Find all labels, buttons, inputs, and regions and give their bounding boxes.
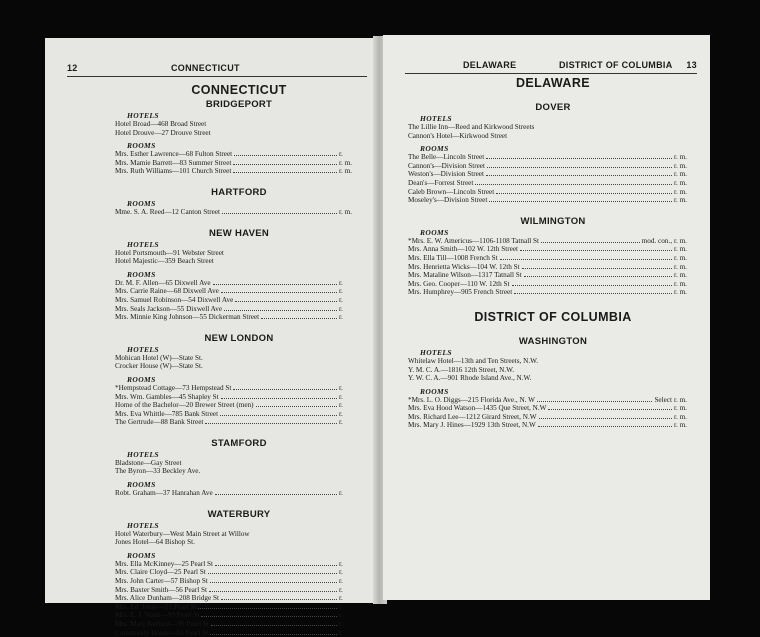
room-entry [115, 401, 363, 410]
room-name: Mrs. Wm. Gambles—45 Shapley St [115, 392, 219, 401]
room-code: r. [339, 611, 343, 620]
room-entry [408, 237, 698, 246]
room-code: r. m. [674, 236, 687, 245]
room-entry [408, 271, 698, 280]
hotel-entry: Mohican Hotel (W)—State St. [115, 353, 203, 362]
room-entry [115, 313, 363, 322]
room-code: r. [339, 568, 343, 577]
room-code: r. [339, 418, 343, 427]
room-name: Weston's—Division Street [408, 170, 484, 179]
rooms-subheading: ROOMS [127, 374, 156, 384]
room-code: r. m. [674, 421, 687, 430]
city-heading: BRIDGEPORT [205, 99, 273, 110]
page-number: 12 [67, 63, 78, 73]
room-name: *Mrs. L. O. Diggs—215 Florida Ave., N. W [408, 395, 535, 404]
dot-leader [208, 572, 337, 574]
room-name: Mrs. Ed. Jones—51 Pearl St [115, 602, 197, 611]
city-heading: WATERBURY [207, 508, 271, 520]
room-code: r. m. [674, 170, 687, 179]
room-name: Home of the Bachelor—20 Brewer Street (men) [115, 401, 254, 410]
room-code: r. [339, 304, 343, 313]
room-entry [115, 629, 363, 637]
room-name: Dean's—Forrest Street [408, 178, 474, 187]
room-code: r. m. [674, 404, 687, 413]
room-entry [408, 179, 698, 188]
hotel-entry: Cannon's Hotel—Kirkwood Street [408, 131, 508, 140]
dot-leader [524, 275, 672, 277]
hotel-entry: Crocker House (W)—State St. [115, 362, 203, 371]
room-code: r. m. [674, 245, 687, 254]
room-entry [115, 611, 363, 620]
state-title: DELAWARE [515, 76, 591, 90]
right-page [383, 35, 710, 600]
room-code: r. [339, 602, 343, 611]
room-name: Robt. Graham—37 Hanrahan Ave [115, 489, 213, 498]
room-code: r. [339, 278, 343, 287]
room-code: r. m. [339, 207, 352, 216]
room-entry [408, 404, 698, 413]
room-code: r. [339, 287, 343, 296]
room-entry [115, 384, 363, 393]
room-name: Mrs. Richard Lee—1212 Girard Street, N.W [408, 412, 537, 421]
room-entry [408, 280, 698, 289]
hotel-entry: Hotel Drouve—27 Drouve Street [115, 128, 211, 137]
room-code: r. [339, 409, 343, 418]
hotel-entry: Hotel Portsmouth—91 Webster Street [115, 248, 224, 257]
room-code: r. [339, 392, 343, 401]
room-entry [115, 594, 363, 603]
left-running-head [67, 60, 367, 77]
dot-leader [520, 249, 672, 251]
room-code: r. m. [674, 253, 687, 262]
room-entry [408, 413, 698, 422]
room-entry [408, 153, 698, 162]
rooms-subheading: ROOMS [127, 141, 156, 151]
room-name: Mrs. Eva Whittle—785 Bank Street [115, 409, 219, 418]
hotel-entry: Jones Hotel—64 Bishop St. [115, 538, 195, 547]
room-entry [408, 396, 698, 405]
dot-leader [222, 212, 337, 214]
room-entry [408, 170, 698, 179]
rooms-subheading: ROOMS [127, 198, 156, 208]
room-code: r. m. [339, 158, 352, 167]
room-name: Caleb Brown—Lincoln Street [408, 187, 495, 196]
room-entry [115, 305, 363, 314]
room-name: Mrs. Alice Dunham—208 Bridge St [115, 594, 220, 603]
dot-leader [261, 317, 337, 319]
room-entry [408, 245, 698, 254]
left-content [45, 82, 379, 637]
city-heading: STAMFORD [211, 437, 267, 449]
hotels-subheading: HOTELS [420, 347, 452, 357]
room-code: r. m. [674, 395, 687, 404]
room-entry [115, 620, 363, 629]
room-entry [408, 196, 698, 205]
dot-leader [198, 607, 337, 609]
dot-leader [209, 590, 337, 592]
room-entry [115, 393, 363, 402]
room-code: r. m. [674, 161, 687, 170]
dot-leader [220, 414, 337, 416]
room-entry [115, 418, 363, 427]
room-note: Select [654, 395, 672, 404]
room-entry [115, 296, 363, 305]
room-name: Mrs. Samuel Robinson—54 Dixwell Ave [115, 295, 234, 304]
room-entry [115, 603, 363, 612]
room-code: r. m. [674, 288, 687, 297]
running-head-title: CONNECTICUT [171, 63, 240, 73]
room-code: r. [339, 401, 343, 410]
room-code: r. [339, 150, 343, 159]
room-name: Mrs. Mataline Wilson—1317 Tatnall St [408, 271, 522, 280]
room-entry [408, 254, 698, 263]
dot-leader [538, 425, 672, 427]
room-name: Mrs. Ella McKinney—25 Pearl St [115, 559, 214, 568]
dot-leader [210, 581, 337, 583]
room-name: Dr. M. F. Allen—65 Dixwell Ave [115, 278, 211, 287]
room-code: r. m. [674, 262, 687, 271]
hotels-subheading: HOTELS [127, 111, 159, 120]
hotel-entry: Hotel Broad—468 Broad Street [115, 120, 207, 128]
room-name: Mrs. Mary Kefford—99 Pearl St [115, 620, 209, 628]
room-entry [115, 568, 363, 577]
room-code: r. m. [674, 279, 687, 288]
room-code: r. m. [674, 196, 687, 205]
rooms-subheading: ROOMS [127, 480, 156, 490]
room-name: Mrs. Geo. Cooper—110 W. 12th St [408, 279, 510, 288]
city-heading: WILMINGTON [520, 215, 586, 227]
hotel-entry: The Lillie Inn—Reed and Kirkwood Streets [408, 123, 535, 131]
dot-leader [486, 157, 672, 159]
dot-leader [541, 241, 640, 243]
room-name: *Hempstead Cottage—73 Hempstead St [115, 383, 232, 392]
dot-leader [500, 258, 672, 260]
room-entry [115, 167, 363, 176]
room-name: Mrs. Ella Till—1008 French St [408, 253, 498, 262]
room-entry [115, 287, 363, 296]
right-content [383, 75, 710, 430]
city-heading: HARTFORD [211, 186, 267, 198]
dot-leader [486, 174, 672, 176]
room-name: Mrs. Minnie King Johnson—55 Dickerman Street [115, 313, 260, 322]
rooms-subheading: ROOMS [420, 386, 449, 396]
room-entry [408, 188, 698, 197]
dot-leader [221, 291, 337, 293]
room-entry [115, 489, 363, 498]
room-name: Mrs. Baxter Smith—56 Pearl St [115, 585, 208, 594]
dot-leader [537, 400, 653, 402]
city-heading: DOVER [535, 102, 571, 113]
room-code: r. [339, 313, 343, 322]
rooms-subheading: ROOMS [127, 550, 156, 560]
room-name: Cannon's—Division Street [408, 161, 485, 170]
room-code: r. [339, 295, 343, 304]
state-title: DISTRICT OF COLUMBIA [474, 309, 632, 324]
dot-leader [221, 598, 337, 600]
room-code: r. m. [339, 167, 352, 176]
hotel-entry: Hotel Waterbury—West Main Street at Willow [115, 529, 250, 538]
room-name: Mrs. Mary J. Hines—1929 13th Street, N.W [408, 421, 536, 430]
room-entry [115, 410, 363, 419]
room-code: r. m. [674, 412, 687, 421]
dot-leader [487, 166, 672, 168]
room-name: The Gertrude—88 Bank Street [115, 418, 204, 427]
room-code: r. [339, 594, 343, 603]
dot-leader [215, 493, 337, 495]
room-name: Moseley's—Division Street [408, 196, 488, 205]
room-code: r. [339, 628, 343, 637]
room-entry [115, 586, 363, 595]
room-name: Community House—81 Pearl St [115, 628, 209, 637]
room-entry [115, 150, 363, 159]
room-name: Mrs. Eva Hood Watson—1435 Que Street, N.W [408, 404, 547, 413]
room-code: r. m. [674, 187, 687, 196]
dot-leader [235, 300, 337, 302]
hotel-entry: Whitelaw Hotel—13th and Ten Streets, N.W. [408, 356, 539, 365]
dot-leader [514, 292, 672, 294]
room-name: Mrs. Anna Smith—102 W. 12th Street [408, 245, 519, 254]
dot-leader [233, 388, 337, 390]
room-name: Mrs. Henrietta Wicks—104 W. 12th St [408, 262, 520, 271]
hotel-entry: Hotel Majestic—359 Beach Street [115, 257, 214, 266]
dot-leader [475, 183, 672, 185]
rooms-subheading: ROOMS [420, 227, 449, 237]
room-code: r. [339, 559, 343, 568]
dot-leader [221, 397, 337, 399]
room-name: Mrs. Claire Cloyd—25 Pearl St [115, 568, 206, 577]
room-code: r. [339, 620, 343, 628]
dot-leader [201, 615, 337, 617]
room-name: Mrs. E. J. Watts—99 Pearl St [115, 611, 200, 620]
running-head-right: DISTRICT OF COLUMBIA [559, 60, 673, 70]
dot-leader [213, 283, 337, 285]
city-heading: NEW LONDON [204, 332, 274, 344]
room-entry [408, 288, 698, 297]
dot-leader [489, 200, 672, 202]
room-code: r. m. [674, 178, 687, 187]
hotel-entry: The Byron—33 Beckley Ave. [115, 467, 201, 476]
page-number: 13 [686, 60, 697, 70]
room-entry [115, 159, 363, 168]
room-code: r. m. [674, 271, 687, 280]
dot-leader [233, 163, 337, 165]
room-name: Mrs. Seals Jackson—55 Dixwell Ave [115, 304, 223, 313]
room-entry [408, 421, 698, 430]
room-name: *Mrs. E. W. Americus—1106-1108 Tatnall St [408, 236, 539, 245]
room-code: r. [339, 383, 343, 392]
dot-leader [205, 422, 337, 424]
room-entry [115, 560, 363, 569]
dot-leader [522, 267, 672, 269]
hotels-subheading: HOTELS [127, 239, 159, 249]
hotels-subheading: HOTELS [127, 344, 159, 354]
dot-leader [256, 405, 337, 407]
room-code: r. m. [674, 153, 687, 162]
rooms-subheading: ROOMS [127, 269, 156, 279]
room-note: mod. con., [641, 236, 672, 245]
dot-leader [233, 171, 337, 173]
left-page [45, 38, 379, 637]
room-name: Mrs. Ruth Williams—101 Church Street [115, 167, 232, 176]
city-heading: NEW HAVEN [208, 227, 270, 239]
room-code: r. [339, 489, 343, 498]
room-name: Mrs. Esther Lawrence—68 Fulton Street [115, 150, 233, 159]
room-name: Mme. S. A. Reed—12 Canton Street [115, 207, 221, 216]
room-name: Mrs. Mamie Barrett—83 Summer Street [115, 158, 232, 167]
room-entry [408, 263, 698, 272]
room-name: Mrs. John Carter—57 Bishop St [115, 577, 208, 586]
dot-leader [512, 284, 672, 286]
state-title: CONNECTICUT [191, 83, 287, 97]
hotel-entry: Bladstone—Gay Street [115, 458, 182, 467]
right-running-head [405, 57, 697, 74]
room-name: The Belle—Lincoln Street [408, 153, 485, 162]
dot-leader [496, 192, 672, 194]
dot-leader [224, 309, 337, 311]
city-heading: WASHINGTON [518, 335, 588, 347]
dot-leader [210, 633, 337, 635]
hotel-entry: Y. W. C. A.—901 Rhode Island Ave., N.W. [408, 374, 532, 383]
room-code: r. [339, 585, 343, 594]
hotels-subheading: HOTELS [127, 449, 159, 459]
room-code: r. [339, 577, 343, 586]
room-name: Mrs. Carrie Raine—68 Dixwell Ave [115, 287, 219, 296]
dot-leader [215, 564, 337, 566]
dot-leader [211, 624, 337, 626]
dot-leader [234, 154, 337, 156]
running-head-left: DELAWARE [463, 60, 517, 70]
rooms-subheading: ROOMS [420, 144, 449, 154]
hotels-subheading: HOTELS [127, 520, 159, 530]
dot-leader [548, 408, 672, 410]
room-entry [115, 577, 363, 586]
room-entry [115, 279, 363, 288]
room-entry [408, 162, 698, 171]
dot-leader [539, 417, 672, 419]
room-name: Mrs. Humphrey—905 French Street [408, 288, 513, 297]
room-entry [115, 208, 363, 217]
hotels-subheading: HOTELS [420, 114, 452, 123]
hotel-entry: Y. M. C. A.—1816 12th Street, N.W. [408, 365, 515, 374]
